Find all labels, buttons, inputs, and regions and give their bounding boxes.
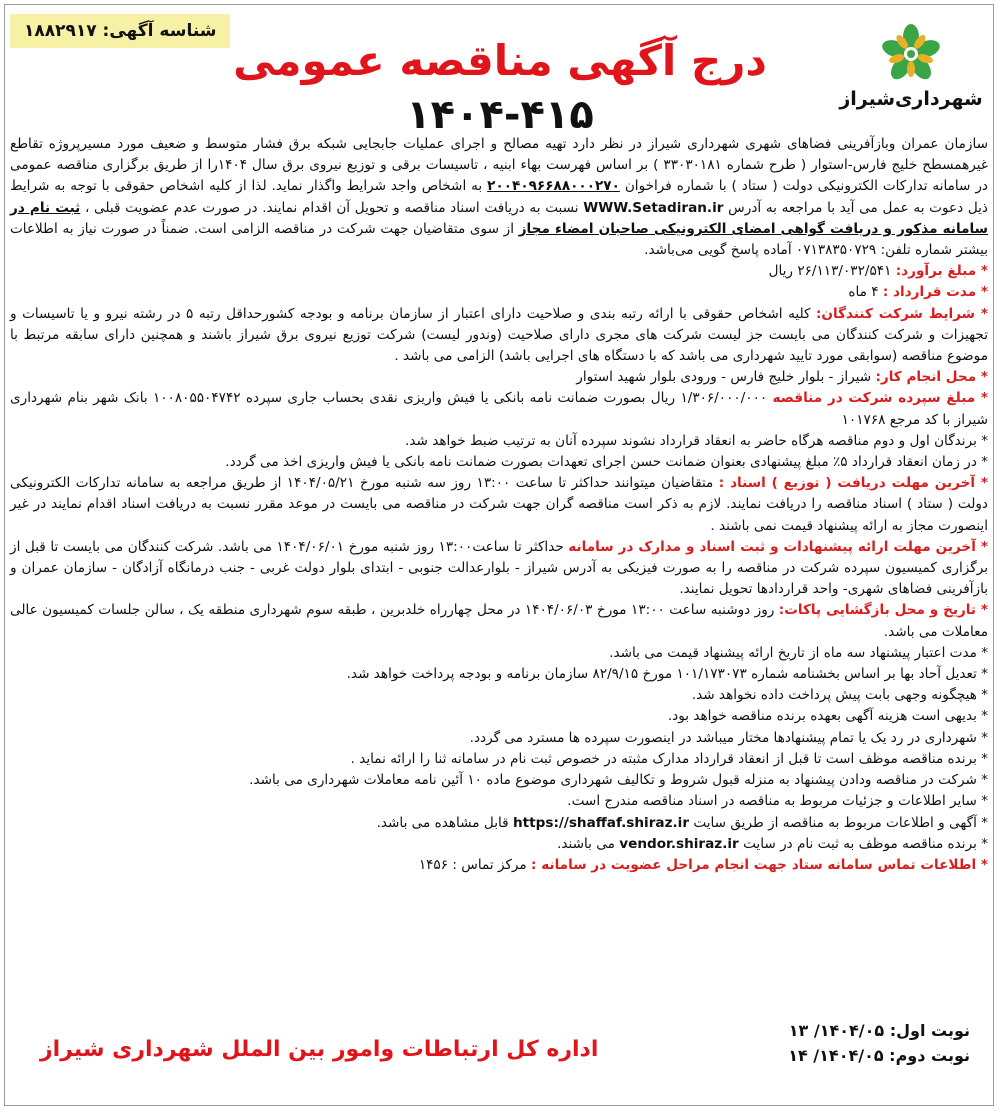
tender-number: ۱۴۰۴-۴۱۵ <box>406 92 594 138</box>
receive-deadline-value: متقاضیان میتوانند حداکثر تا ساعت ۱۳:۰۰ روز سه شنبه مورخ ۱۴۰۴/۰۵/۲۱ از طریق مراجعه به سامانه تدارکات الکترونیکی دولت ( ستاد ) اسناد مناقصه را دریافت نمایند. لازم به ذکر است مناقصه گران جهت شرکت در مناقصه می بایست در موعد مقرر نسبت به دریافت اسناد اقدام نمایند در غیر اینصورت مجاز به ارائه پیشنهاد قیمت نمی باشند . <box>10 475 988 534</box>
vendor-item <box>10 834 988 855</box>
winners-item: * برندگان اول و دوم مناقصه هرگاه حاضر به انعقاد قرارداد نشوند سپرده آنان به ترتیب ضبط خواهد شد. <box>405 432 988 449</box>
call-number: ۲۰۰۴۰۹۶۶۸۸۰۰۰۲۷۰ <box>487 178 620 195</box>
conditions-item <box>10 304 988 368</box>
opening-item <box>10 600 988 642</box>
conditions-value: کلیه اشخاص حقوقی با ارائه رتبه بندی و صلاحیت دارای اعتبار از سازمان برنامه و بودجه کشورحداقل رتبه ۵ در رشته نیرو و یا تاسیسات و تجهیزات و شرکت کنندگان می بایست جز لیست شرکت های مجری دارای صلاحیت (وندور لیست) شرکت توزیع نیروی برق شیراز باشند و همچنین دارای سابقه مرتبط با موضوع مناقصه (سوابقی مورد تایید شهرداری می باشد که با دستگاه های اجرایی باشد) الزامی می باشد . <box>10 305 988 365</box>
receive-deadline-label: * آخرین مهلت دریافت ( توزیع ) اسناد : <box>718 475 988 492</box>
guarantee-item: * در زمان انعقاد قرارداد ۵٪ مبلغ پیشنهادی بعنوان ضمانت حسن اجرای تعهدات بصورت ضمانت نامه بانکی یا فیش واریزی اخذ می گردد. <box>225 454 988 471</box>
vendor-link[interactable]: vendor.shiraz.ir <box>619 835 739 852</box>
intro-text-3: نسبت به دریافت اسناد مناقصه و تحویل آن اقدام نمایند. در صورت عدم عضویت قبلی ، <box>84 199 579 216</box>
municipality-logo <box>836 22 986 132</box>
shaffaf-link[interactable]: https://shaffaf.shiraz.ir <box>512 814 690 831</box>
location-value: شیراز - بلوار خلیج فارس - ورودی بلوار شهید استوار <box>576 369 872 386</box>
validity-item: * مدت اعتبار پیشنهاد سه ماه از تاریخ ارائه پیشنهاد قیمت می باشد. <box>609 644 988 661</box>
intro-text-4: از سوی متقاضیان جهت شرکت در مناقصه الزامی است. ضمناً در صورت نیاز به اطلاعات بیشتر شماره تلفن: ۰۷۱۳۸۳۵۰۷۲۹ آماده پاسخ گویی می‌باشد. <box>10 220 988 259</box>
estimate-label: * مبلغ برآورد: <box>895 263 988 280</box>
duration-value: ۴ ماه <box>848 284 879 301</box>
vendor-prefix: * برنده مناقصه موظف به ثبت نام در سایت <box>743 835 988 852</box>
intro-text-1: سازمان عمران وبازآفرینی فضاهای شهری شهرداری شیراز در نظر دارد تهیه مصالح و اجرای عملیات جابجایی شبکه برق فشار متوسط و ضعیف مورد مسیرپروژه تقاطع غیرهمسطح خلیج فارس-استوار ( طرح شماره ۳۳۰۳۰۱۸۱ ) بر اساس فهرست بهاء ابنیه ، تاسیسات برقی و توزیع نیروی برق سال ۱۴۰۴را از طریق برگزاری مناقصه عمومی در سامانه تدارکات الکترونیکی دولت ( ستاد ) با شماره فراخوان <box>10 136 988 195</box>
intro-paragraph <box>10 134 988 261</box>
submit-deadline-label: * آخرین مهلت ارائه پیشنهادات و ثبت اسناد و مدارک در سامانه <box>568 538 988 555</box>
page-title: درج آگهی مناقصه عمومی <box>233 36 767 85</box>
contact-item <box>10 855 988 876</box>
other-info-item: * سایر اطلاعات و جزئیات مربوط به مناقصه در اسناد مناقصه مندرج است. <box>567 793 988 810</box>
registration-note: ثبت نام در سامانه مذکور و دریافت گواهی امضای الکترونیکی صاحبان امضاء مجاز <box>10 199 988 237</box>
acceptance-item: * شرکت در مناقصه ودادن پیشنهاد به منزله قبول شروط و تکالیف شهرداری موضوع ماده ۱۰ آئین نامه معاملات شهرداری می باشد. <box>249 772 988 789</box>
conditions-label: * شرایط شرکت کنندگان: <box>815 305 989 322</box>
winner-documents-item: * برنده مناقصه موظف است تا قبل از انعقاد قرارداد مدارک مثبته در خصوص ثبت نام در سامانه ثنا را ارائه نماید . <box>350 750 988 767</box>
estimate-item <box>10 261 988 282</box>
contact-label: * اطلاعات تماس سامانه ستاد جهت انجام مراحل عضویت در سامانه : <box>531 856 988 873</box>
opening-value: روز دوشنبه ساعت ۱۳:۰۰ مورخ ۱۴۰۴/۰۶/۰۳ در محل چهارراه خلدبرین ، طبقه سوم شهرداری منطقه یک ، سالن جلسات کمیسیون عالی معاملات می باشد. <box>10 602 988 640</box>
duration-item <box>10 282 988 303</box>
adjustment-item: * تعدیل آحاد بها بر اساس بخشنامه شماره ۱۰۱/۱۷۳۰۷۳ مورخ ۸۲/۹/۱۵ سازمان برنامه و بودجه پرداخت خواهد شد. <box>346 666 988 683</box>
vendor-suffix: می باشند. <box>557 835 615 852</box>
announcement-body <box>10 134 988 876</box>
opening-label: * تاریخ و محل بازگشایی پاکات: <box>778 602 988 619</box>
shaffaf-prefix: * آگهی و اطلاعات مربوط به مناقصه از طریق سایت <box>693 814 988 831</box>
round-two: نوبت دوم: ۱۴۰۴/۰۵/ ۱۴ <box>788 1046 970 1065</box>
estimate-value: ۲۶/۱۱۳/۰۳۲/۵۴۱ ریال <box>768 263 892 280</box>
ad-id-badge: شناسه آگهی: ۱۸۸۲۹۱۷ <box>10 14 230 48</box>
round-one: نوبت اول: ۱۴۰۴/۰۵/ ۱۳ <box>788 1021 970 1040</box>
contact-value: مرکز تماس : ۱۴۵۶ <box>418 856 527 873</box>
location-item <box>10 367 988 388</box>
submit-deadline-value: حداکثر تا ساعت۱۳:۰۰ روز شنبه مورخ ۱۴۰۴/۰۶/۰۱ می باشد. شرکت کنندگان می بایست تا قبل از برگزاری کمیسیون سپرده شرکت در مناقصه را به صورت فیزیکی به آدرس شیراز - بلوارعدالت جنوبی - ابتدای بلوار دولت غربی - جنب درمانگاه آزادگان - سازمان عمران و بازآفرینی فضاهای شهری- واحد قراردادها تحویل نمایند. <box>10 538 988 598</box>
receive-deadline-item <box>10 473 988 537</box>
location-label: * محل انجام کار: <box>875 369 988 386</box>
publication-rounds <box>788 1018 970 1068</box>
setadiran-link[interactable]: WWW.Setadiran.ir <box>583 199 724 216</box>
ad-cost-item: * بدیهی است هزینه آگهی بعهده برنده مناقصه خواهد بود. <box>667 708 988 725</box>
no-prepayment-item: * هیچگونه وجهی بابت پیش پرداخت داده نخواهد شد. <box>691 687 988 704</box>
intro-text-2: به اشخاص واجد شرایط واگذار نماید. لذا از کلیه اشخاص حقوقی با توجه به شرایط ذیل دعوت به عمل می آید با مراجعه به آدرس <box>10 178 988 216</box>
deposit-item <box>10 388 988 430</box>
logo-caption: شهرداری‌شیراز <box>839 88 983 110</box>
flower-logo-icon <box>879 22 943 86</box>
deposit-label: * مبلغ سپرده شرکت در مناقصه <box>772 390 988 407</box>
submit-deadline-item <box>10 537 988 601</box>
duration-label: * مدت قرارداد : <box>882 284 988 301</box>
deposit-value: ۱/۳۰۶/۰۰۰/۰۰۰ ریال بصورت ضمانت نامه بانکی یا فیش واریزی نقدی بحساب جاری سپرده ۱۰۰۸۰۵۵۰۴۷۴۲ بانک شهر بنام شهرداری شیراز با کد مرجع ۱۰۱۷۶۸ <box>10 390 988 428</box>
shaffaf-suffix: قابل مشاهده می باشد. <box>376 814 509 831</box>
shaffaf-item <box>10 813 988 834</box>
reject-item: * شهرداری در رد یک یا تمام پیشنهادها مختار میباشد در اینصورت سپرده ها مسترد می گردد. <box>469 729 988 746</box>
publisher-name: اداره کل ارتباطات وامور بین الملل شهرداری شیراز <box>40 1037 599 1062</box>
